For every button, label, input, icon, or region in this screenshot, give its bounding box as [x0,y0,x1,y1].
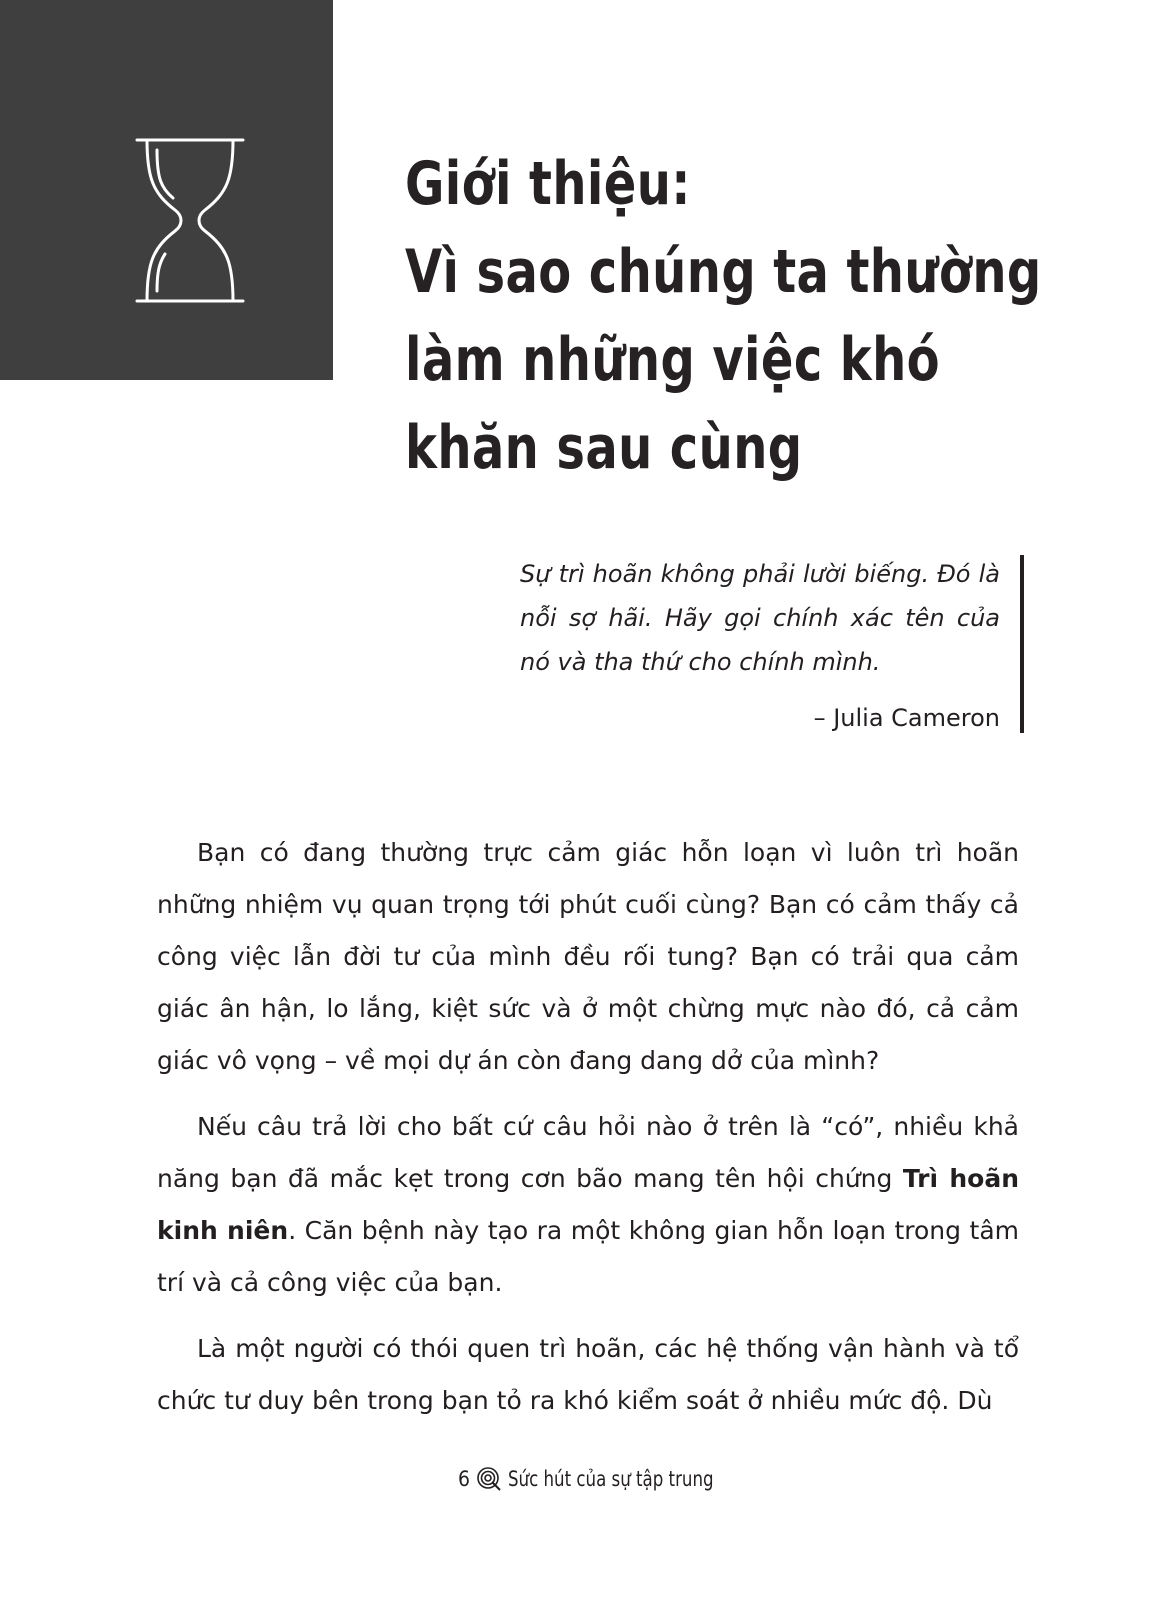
title-line: Vì sao chúng ta thường [405,237,1042,307]
paragraph [157,1101,1019,1309]
paragraph: Là một người có thói quen trì hoãn, các hệ thống vận hành và tổ chức tư duy bên trong bạn tỏ ra khó kiểm soát ở nhiều mức độ. Dù [157,1334,1019,1415]
body-text [157,827,1019,1441]
title-line: khăn sau cùng [405,413,803,483]
title-line: làm những việc khó [405,325,941,395]
epigraph-text: Sự trì hoãn không phải lười biếng. Đó là nỗi sợ hãi. Hãy gọi chính xác tên của nó và tha thứ cho chính mình. [520,560,1000,676]
target-icon [476,1466,502,1492]
epigraph [520,552,1015,736]
hourglass-icon [135,138,245,303]
paragraph: Bạn có đang thường trực cảm giác hỗn loạn vì luôn trì hoãn những nhiệm vụ quan trọng tới phút cuối cùng? Bạn có cảm thấy cả công việc lẫn đời tư của mình đều rối tung? Bạn có trải qua cảm giác ân hận, lo lắng, kiệt sức và ở một chừng mực nào đó, cả cảm giác vô vọng – về mọi dự án còn đang dang dở của mình? [157,838,1019,1075]
text-span: . Căn bệnh này tạo ra một không gian hỗn loạn trong tâm trí và cả công việc của bạn. [157,1216,1019,1297]
epigraph-author: – Julia Cameron [813,704,1000,732]
text-span: Nếu câu trả lời cho bất cứ câu hỏi nào ở trên là “có”, nhiều khả năng bạn đã mắc kẹt trong cơn bão mang tên hội chứng [157,1112,1019,1193]
page-number: 6 [458,1467,471,1491]
page-footer [458,1463,742,1495]
quote-rule [1020,555,1024,733]
title-line: Giới thiệu: [405,149,691,219]
book-title: Sức hút của sự tập trung [508,1467,714,1491]
chapter-title [405,140,1042,492]
bold-term: Trì hoãn kinh niên [157,1164,1019,1245]
